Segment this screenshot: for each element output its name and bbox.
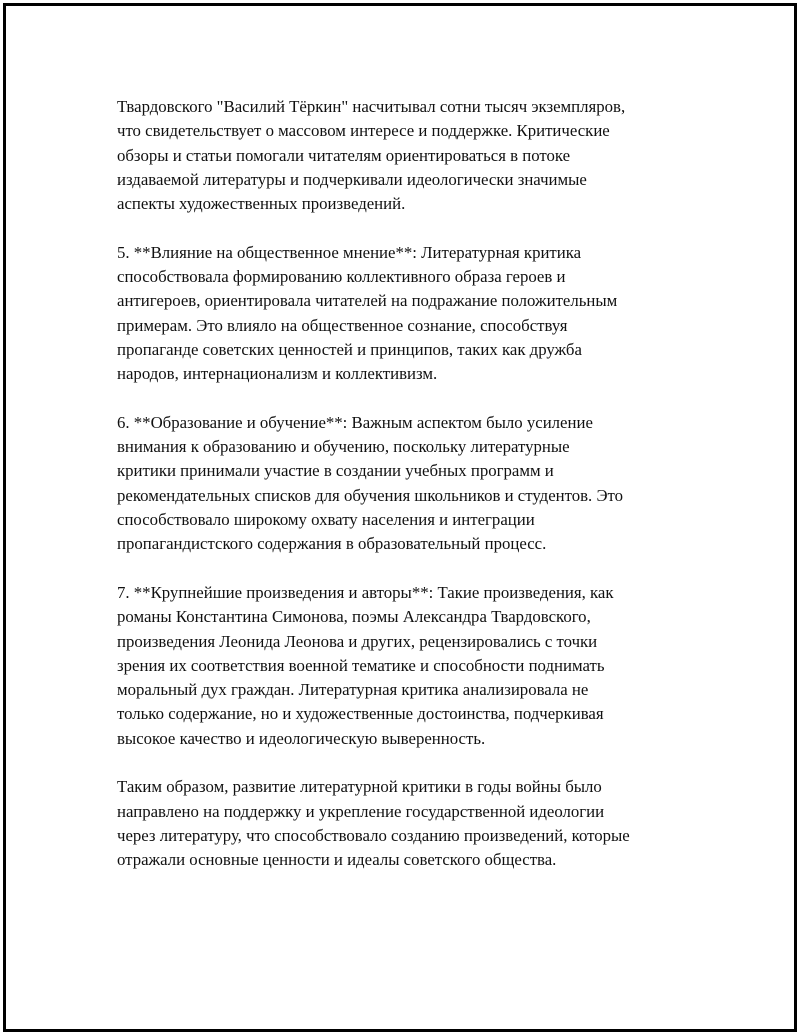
paragraph-point-5: 5. **Влияние на общественное мнение**: Литературная критика способствовала формированию коллективного образа героев и антигероев, ориентировала читателей на подражание положительным примерам. Это влияло на общественное сознание, способствуя пропаганде советских ценностей и принципов, таких как дружба народов, интернационализм и коллективизм. [117, 242, 618, 384]
paragraph-intro: Твардовского "Василий Тёркин" насчитывал сотни тысяч экземпляров, что свидетельствует о массовом интересе и поддержке. Критические обзоры и статьи помогали читателям ориентироваться в потоке издаваемой литературы и подчеркивали идеологически значимые аспекты художественных произведений. [117, 97, 626, 214]
paragraph-conclusion: Таким образом, развитие литературной критики в годы войны было направлено на поддержку и укрепление государственной идеологии через литературу, что способствовало созданию произведений, которые отражали основные ценности и идеалы советского общества. [117, 777, 630, 870]
document-body [117, 95, 697, 897]
paragraph-point-6: 6. **Образование и обучение**: Важным аспектом было усиление внимания к образованию и обучению, поскольку литературные критики принимали участие в создании учебных программ и рекомендательных списков для обучения школьников и студентов. Это способствовало широкому охвату населения и интеграции пропагандистского содержания в образовательный процесс. [117, 412, 624, 554]
paragraph-point-7: 7. **Крупнейшие произведения и авторы**: Такие произведения, как романы Константина Симонова, поэмы Александра Твардовского, произведения Леонида Леонова и других, рецензировались с точки зрения их соответствия военной тематике и способности поднимать моральный дух граждан. Литературная критика анализировала не только содержание, но и художественные достоинства, подчеркивая высокое качество и идеологическую выверенность. [117, 582, 614, 748]
